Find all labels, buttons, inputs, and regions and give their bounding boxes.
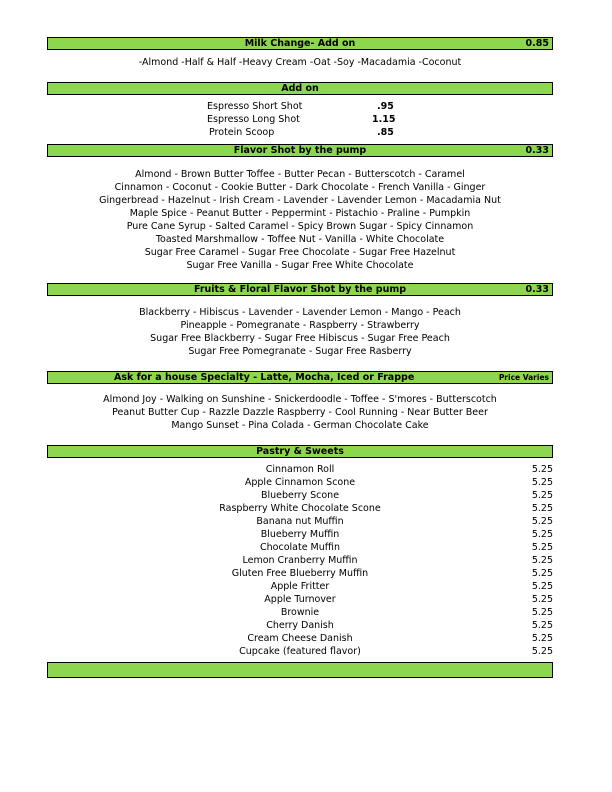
pastry-item-name: Gluten Free Blueberry Muffin [231,568,369,579]
flavor-line: Sugar Free Vanilla - Sugar Free White Chocolate [186,260,414,271]
specialty-line: Mango Sunset - Pina Colada - German Chocolate Cake [171,420,429,431]
fruit-line: Sugar Free Blackberry - Sugar Free Hibiscus - Sugar Free Peach [150,333,450,344]
addon-item-price: .85 [377,127,394,138]
flavor-line: Gingerbread - Hazelnut - Irish Cream - Lavender - Lavender Lemon - Macadamia Nut [99,195,501,206]
pastry-item-price: 5.25 [531,646,553,657]
pastry-item-name: Blueberry Scone [260,490,340,501]
section-price: Price Varies [498,373,549,382]
pastry-item-price: 5.25 [531,503,553,514]
addon-item-name: Protein Scoop [209,127,275,138]
pastry-item-name: Cream Cheese Danish [247,633,353,644]
section-header-add-on [47,82,553,95]
flavor-line: Toasted Marshmallow - Toffee Nut - Vanilla - White Chocolate [155,234,445,245]
specialty-line: Peanut Butter Cup - Razzle Dazzle Raspberry - Cool Running - Near Butter Beer [112,407,488,418]
pastry-item-price: 5.25 [531,490,553,501]
pastry-item-name: Apple Cinnamon Scone [244,477,356,488]
pastry-item-name: Cupcake (featured flavor) [239,646,361,657]
addon-item-price: .95 [377,101,394,112]
section-title: Ask for a house Specialty - Latte, Mocha, Iced or Frappe [114,372,415,383]
section-header-fruit-floral [47,283,553,296]
pastry-item-price: 5.25 [531,529,553,540]
addon-item-name: Espresso Short Shot [207,101,303,112]
section-title: Fruits & Floral Flavor Shot by the pump [193,284,407,295]
pastry-item-price: 5.25 [531,607,553,618]
pastry-item-name: Cherry Danish [266,620,334,631]
pastry-item-price: 5.25 [531,542,553,553]
pastry-item-price: 5.25 [531,568,553,579]
pastry-item-name: Blueberry Muffin [260,529,340,540]
footer-bar [47,662,553,678]
fruit-line: Pineapple - Pomegranate - Raspberry - Strawberry [180,320,420,331]
addon-item-price: 1.15 [372,114,396,125]
flavor-line: Almond - Brown Butter Toffee - Butter Pecan - Butterscotch - Caramel [135,169,465,180]
addon-item-name: Espresso Long Shot [207,114,300,125]
section-title: Add on [281,83,319,94]
pastry-item-price: 5.25 [531,633,553,644]
pastry-item-price: 5.25 [531,555,553,566]
pastry-item-price: 5.25 [531,594,553,605]
pastry-item-name: Brownie [280,607,320,618]
pastry-item-price: 5.25 [531,516,553,527]
pastry-item-name: Apple Turnover [264,594,336,605]
fruit-line: Blackberry - Hibiscus - Lavender - Lavender Lemon - Mango - Peach [139,307,461,318]
specialty-line: Almond Joy - Walking on Sunshine - Snickerdoodle - Toffee - S'mores - Butterscotch [103,394,497,405]
flavor-line: Cinnamon - Coconut - Cookie Butter - Dark Chocolate - French Vanilla - Ginger [114,182,486,193]
section-title: Pastry & Sweets [256,446,344,457]
milk-options: -Almond -Half & Half -Heavy Cream -Oat -Soy -Macadamia -Coconut [138,57,462,68]
pastry-item-name: Apple Fritter [270,581,330,592]
flavor-line: Pure Cane Syrup - Salted Caramel - Spicy Brown Sugar - Spicy Cinnamon [126,221,474,232]
section-header-flavor-shot [47,144,553,157]
pastry-item-price: 5.25 [531,581,553,592]
pastry-item-price: 5.25 [531,620,553,631]
pastry-item-price: 5.25 [531,464,553,475]
pastry-item-name: Cinnamon Roll [265,464,335,475]
fruit-line: Sugar Free Pomegranate - Sugar Free Rasberry [188,346,412,357]
flavor-line: Maple Spice - Peanut Butter - Peppermint - Pistachio - Praline - Pumpkin [129,208,471,219]
pastry-item-name: Banana nut Muffin [256,516,344,527]
section-title: Flavor Shot by the pump [233,145,367,156]
section-price: 0.85 [525,38,549,49]
pastry-item-name: Lemon Cranberry Muffin [242,555,358,566]
pastry-item-name: Raspberry White Chocolate Scone [219,503,381,514]
section-header-pastry-sweets [47,445,553,458]
section-price: 0.33 [525,145,549,156]
pastry-item-name: Chocolate Muffin [260,542,340,553]
flavor-line: Sugar Free Caramel - Sugar Free Chocolate - Sugar Free Hazelnut [144,247,456,258]
section-price: 0.33 [525,284,549,295]
section-title: Milk Change- Add on [244,38,356,49]
pastry-item-price: 5.25 [531,477,553,488]
section-header-house-specialty [47,371,553,384]
section-header-milk-change [47,37,553,50]
